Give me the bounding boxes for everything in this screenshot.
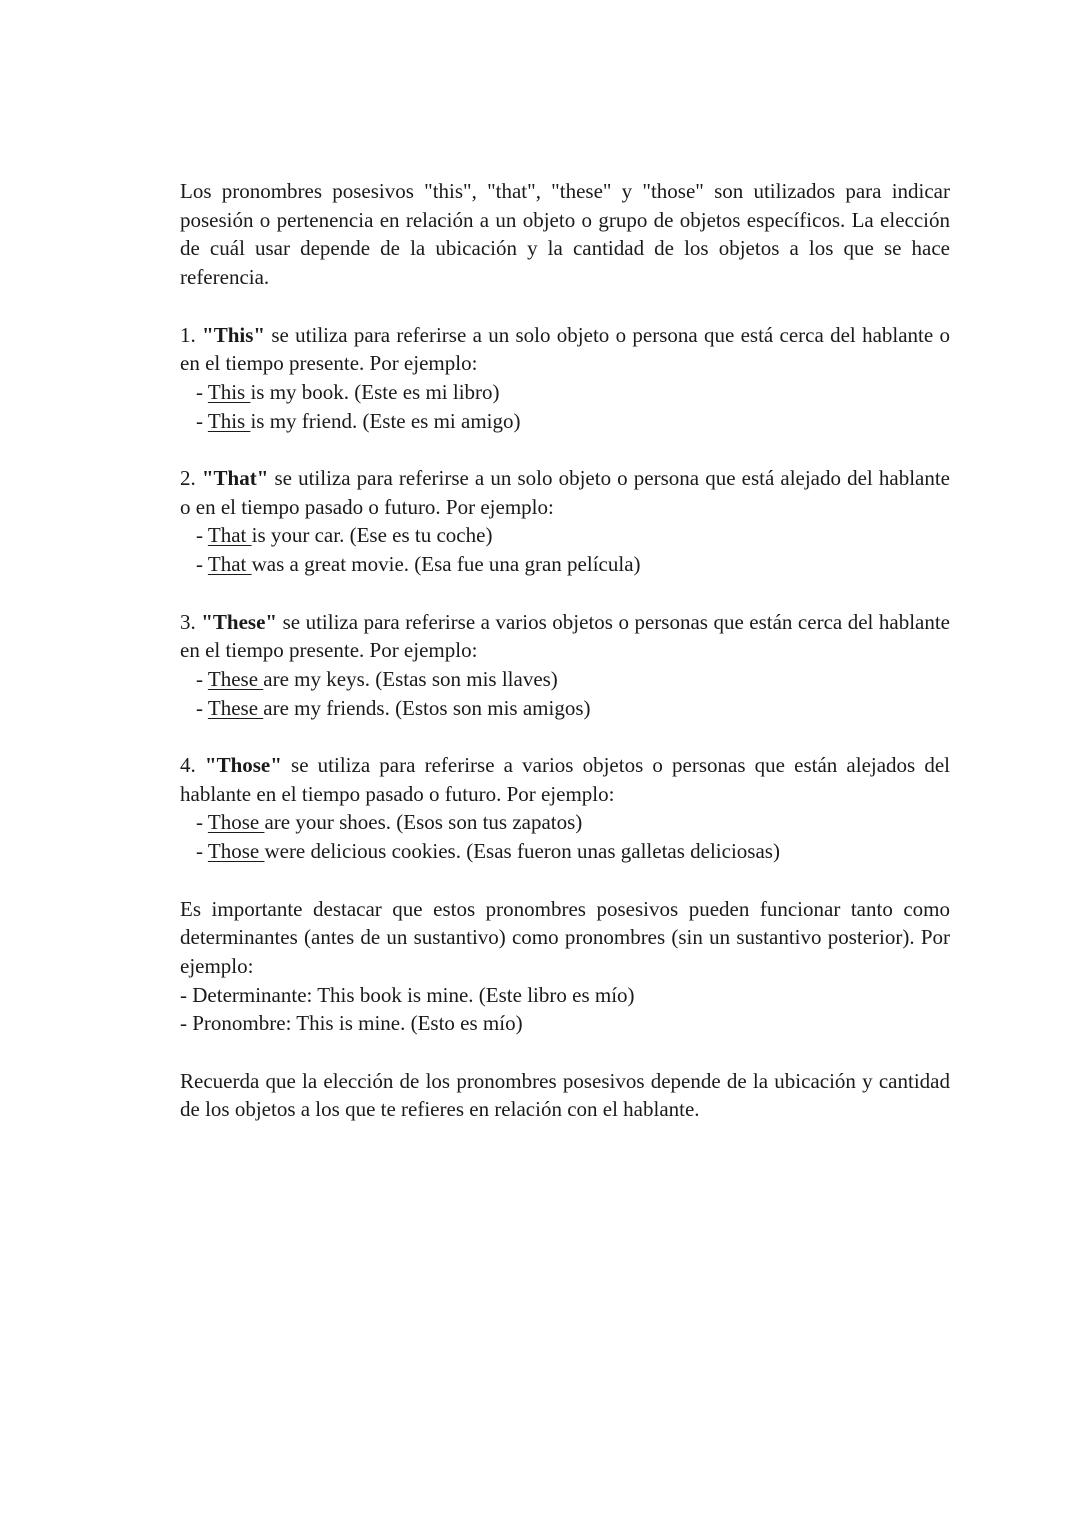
example-text: are your shoes. (Esos son tus zapatos) — [264, 810, 583, 835]
item-number: 1. — [180, 322, 203, 347]
item-number: 2. — [180, 466, 202, 490]
item-text: se utiliza para referirse a varios objetos o personas que están cerca del hablante en el tiempo presente. Por ejemplo: — [180, 609, 951, 663]
example-text: are my friends. (Estos son mis amigos) — [263, 695, 591, 720]
example-text: were delicious cookies. (Esas fueron unas galletas deliciosas) — [264, 839, 780, 864]
example-line: - This is my friend. (Este es mi amigo) — [196, 408, 521, 433]
document-body — [180, 177, 950, 1153]
example-line: - Those were delicious cookies. (Esas fueron unas galletas deliciosas) — [196, 839, 780, 864]
example-keyword: This — [207, 408, 251, 433]
item-text: se utiliza para referirse a varios objetos o personas que están alejados del hablante en el tiempo pasado o futuro. Por ejemplo: — [180, 753, 951, 806]
example-keyword: That — [207, 523, 252, 548]
item-text: se utiliza para referirse a un solo objeto o persona que está alejado del hablante o en el tiempo pasado o futuro. Por ejemplo: — [180, 466, 951, 519]
example-text: are my keys. (Estas son mis llaves) — [263, 666, 558, 691]
item-term: "Those" — [204, 753, 282, 777]
item-these — [180, 608, 950, 723]
item-description — [180, 464, 950, 521]
example-line: - That was a great movie. (Esa fue una gran película) — [196, 552, 641, 577]
item-term: "This" — [202, 322, 266, 347]
item-that — [180, 464, 950, 579]
example-text: is your car. (Ese es tu coche) — [251, 523, 493, 548]
example-line: - Those are your shoes. (Esos son tus zapatos) — [196, 810, 583, 835]
example-line: - That is your car. (Ese es tu coche) — [196, 523, 493, 548]
item-term: "These" — [201, 609, 278, 634]
note-line-pronombre: - Pronombre: This is mine. (Esto es mío) — [180, 1011, 523, 1036]
example-line: - These are my keys. (Estas son mis llaves) — [196, 666, 558, 691]
note-paragraph — [180, 895, 950, 1039]
item-description — [180, 321, 950, 378]
example-keyword: This — [207, 379, 251, 404]
item-term: "That" — [201, 466, 269, 490]
example-keyword: These — [207, 695, 264, 720]
item-description — [180, 751, 950, 808]
example-keyword: These — [207, 666, 264, 691]
item-number: 3. — [180, 609, 202, 634]
example-line: - This is my book. (Este es mi libro) — [196, 379, 500, 404]
example-text: was a great movie. (Esa fue una gran película) — [251, 552, 641, 577]
intro-paragraph: Los pronombres posesivos "this", "that", "these" y "those" son utilizados para indicar posesión o pertenencia en relación a un objeto o grupo de objetos específicos. La elección de cuál usar depende de la ubicación y la cantidad de los objetos a los que se hace referencia. — [180, 179, 950, 290]
example-keyword: Those — [207, 810, 265, 835]
example-line: - These are my friends. (Estos son mis amigos) — [196, 695, 591, 720]
item-number: 4. — [180, 753, 205, 777]
example-text: is my friend. (Este es mi amigo) — [250, 408, 521, 433]
example-keyword: Those — [207, 839, 265, 864]
example-keyword: That — [207, 552, 252, 577]
item-description — [180, 608, 950, 665]
note-text: Es importante destacar que estos pronombres posesivos pueden funcionar tanto como determinantes (antes de un sustantivo) como pronombres (sin un sustantivo posterior). Por ejemplo: — [180, 896, 950, 978]
closing-paragraph: Recuerda que la elección de los pronombres posesivos depende de la ubicación y cantidad de los objetos a los que te refieres en relación con el hablante. — [180, 1068, 950, 1122]
note-line-determinante: - Determinante: This book is mine. (Este libro es mío) — [180, 982, 635, 1007]
example-text: is my book. (Este es mi libro) — [250, 379, 500, 404]
item-those — [180, 751, 950, 866]
item-text: se utiliza para referirse a un solo objeto o persona que está cerca del hablante o en el tiempo presente. Por ejemplo: — [180, 322, 950, 376]
item-this — [180, 321, 950, 436]
